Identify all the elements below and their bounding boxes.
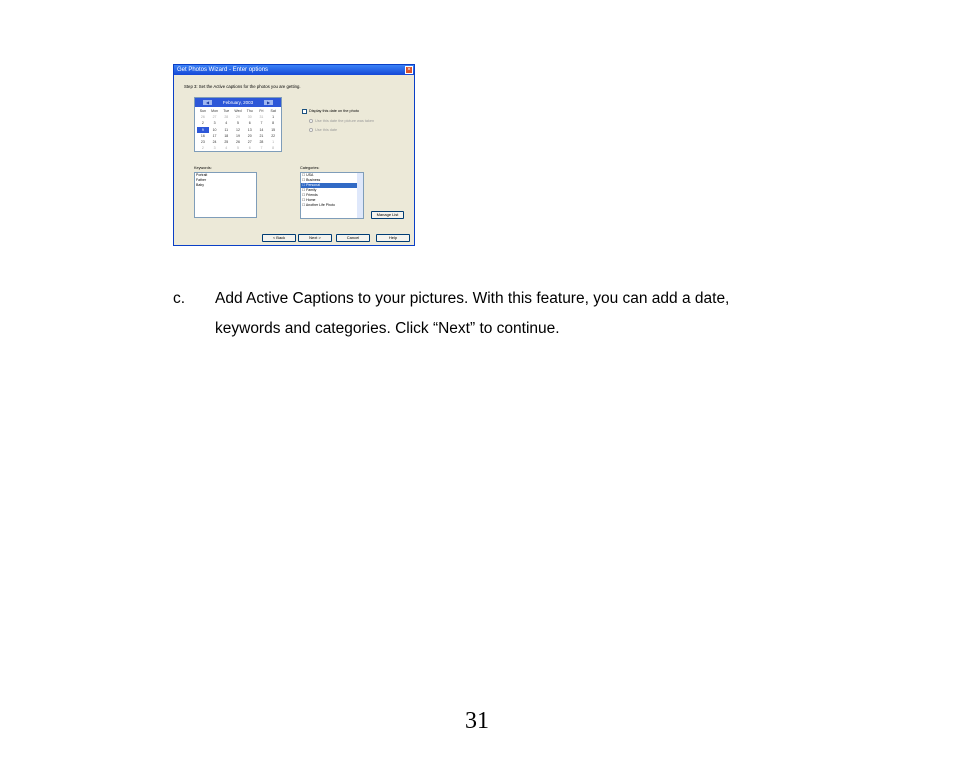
calendar-days bbox=[195, 107, 281, 152]
calendar-day: 20 bbox=[247, 133, 252, 138]
calendar-day: 29 bbox=[236, 115, 240, 120]
weekday-header: Fri bbox=[259, 109, 264, 113]
category-item: ☐ Family bbox=[302, 188, 317, 192]
keyword-item: Father bbox=[196, 178, 207, 182]
cancel-button: Cancel bbox=[336, 234, 370, 242]
calendar-day: 26 bbox=[200, 115, 205, 120]
manage-list-button: Manage List bbox=[371, 211, 404, 219]
calendar-day: 12 bbox=[236, 127, 240, 132]
categories-list bbox=[300, 172, 364, 219]
list-marker: c. bbox=[173, 290, 186, 307]
calendar-day: 2 bbox=[201, 121, 204, 126]
calendar-day: 30 bbox=[247, 115, 252, 120]
weekday-header: Sun bbox=[199, 109, 206, 113]
calendar-day: 18 bbox=[224, 133, 229, 138]
calendar-day: 23 bbox=[200, 140, 205, 145]
calendar-day: 3 bbox=[213, 146, 216, 151]
calendar-day: 6 bbox=[248, 146, 251, 151]
calendar-day: 16 bbox=[200, 133, 205, 138]
weekday-header: Thu bbox=[246, 109, 253, 113]
calendar-day: 9 bbox=[197, 127, 209, 133]
calendar-day: 24 bbox=[212, 140, 217, 145]
display-date-label: Display this date on the photo bbox=[309, 109, 360, 113]
help-button: Help bbox=[376, 234, 410, 242]
calendar-day: 7 bbox=[260, 121, 263, 126]
keyword-item: Baby bbox=[196, 183, 204, 187]
step-text: Step 3: Set the Active captions for the photos you are getting. bbox=[184, 84, 301, 89]
calendar-day: 2 bbox=[201, 146, 204, 151]
categories-scrollbar bbox=[357, 173, 363, 218]
calendar-day: 4 bbox=[225, 146, 228, 151]
category-item: ☐ Another Life Photo bbox=[302, 203, 335, 207]
category-item: ☐ USA bbox=[302, 173, 314, 177]
display-date-checkbox bbox=[302, 109, 307, 114]
keyword-item: Portrait bbox=[196, 173, 208, 177]
calendar-day: 1 bbox=[272, 140, 275, 145]
calendar-day: 27 bbox=[247, 140, 252, 145]
keywords-label: Keywords: bbox=[194, 166, 212, 170]
weekday-header: Mon bbox=[211, 109, 218, 113]
weekday-header: Tue bbox=[223, 109, 230, 113]
next-button: Next > bbox=[298, 234, 332, 242]
dialog-title: Get Photos Wizard - Enter options bbox=[174, 65, 414, 75]
calendar-day: 22 bbox=[271, 133, 276, 138]
option-date-taken-label: Use this date the picture was taken bbox=[315, 119, 375, 123]
calendar-day: 28 bbox=[259, 140, 264, 145]
calendar-day: 1 bbox=[272, 115, 275, 120]
weekday-header: Sat bbox=[270, 109, 276, 113]
instruction-line-1: Add Active Captions to your pictures. With this feature, you can add a date, bbox=[215, 290, 730, 307]
calendar-day: 27 bbox=[212, 115, 217, 120]
category-item: ☐ Personal bbox=[301, 183, 363, 188]
calendar-day: 19 bbox=[236, 133, 240, 138]
calendar-day: 6 bbox=[248, 121, 251, 126]
weekday-header: Wed bbox=[234, 109, 242, 113]
calendar-day: 15 bbox=[271, 127, 276, 132]
categories-label: Categories: bbox=[300, 166, 320, 170]
option-this-date-radio bbox=[309, 128, 313, 132]
wizard-dialog-screenshot bbox=[173, 64, 415, 246]
prev-month-icon: ◀ bbox=[203, 100, 212, 105]
calendar-day: 13 bbox=[247, 127, 252, 132]
calendar-day: 14 bbox=[259, 127, 264, 132]
close-icon: × bbox=[405, 66, 413, 74]
calendar-header bbox=[195, 98, 281, 107]
calendar-day: 10 bbox=[212, 127, 217, 132]
calendar bbox=[194, 97, 282, 152]
calendar-day: 8 bbox=[272, 146, 275, 151]
calendar-day: 7 bbox=[260, 146, 263, 151]
option-this-date-label: Use this date bbox=[315, 128, 338, 132]
next-month-icon: ▶ bbox=[264, 100, 273, 105]
category-item: ☐ Business bbox=[302, 178, 321, 182]
calendar-day: 11 bbox=[224, 127, 229, 132]
calendar-day: 5 bbox=[237, 146, 239, 151]
calendar-day: 17 bbox=[212, 133, 217, 138]
calendar-day: 25 bbox=[224, 140, 229, 145]
keywords-list bbox=[194, 172, 257, 218]
calendar-month-label: February, 2003 bbox=[222, 100, 254, 105]
back-button: < Back bbox=[262, 234, 296, 242]
category-item: ☐ Friends bbox=[302, 193, 318, 197]
calendar-day: 31 bbox=[259, 115, 264, 120]
calendar-day: 21 bbox=[259, 133, 264, 138]
calendar-day: 5 bbox=[237, 121, 239, 126]
calendar-day: 4 bbox=[225, 121, 228, 126]
calendar-day: 28 bbox=[224, 115, 229, 120]
calendar-day: 8 bbox=[272, 121, 275, 126]
option-date-taken-radio bbox=[309, 119, 313, 123]
calendar-day: 3 bbox=[213, 121, 216, 126]
page-number: 31 bbox=[465, 708, 489, 734]
instruction-line-2: keywords and categories. Click “Next” to continue. bbox=[215, 320, 560, 337]
calendar-day: 26 bbox=[236, 140, 240, 145]
category-item: ☐ Home bbox=[302, 198, 316, 202]
